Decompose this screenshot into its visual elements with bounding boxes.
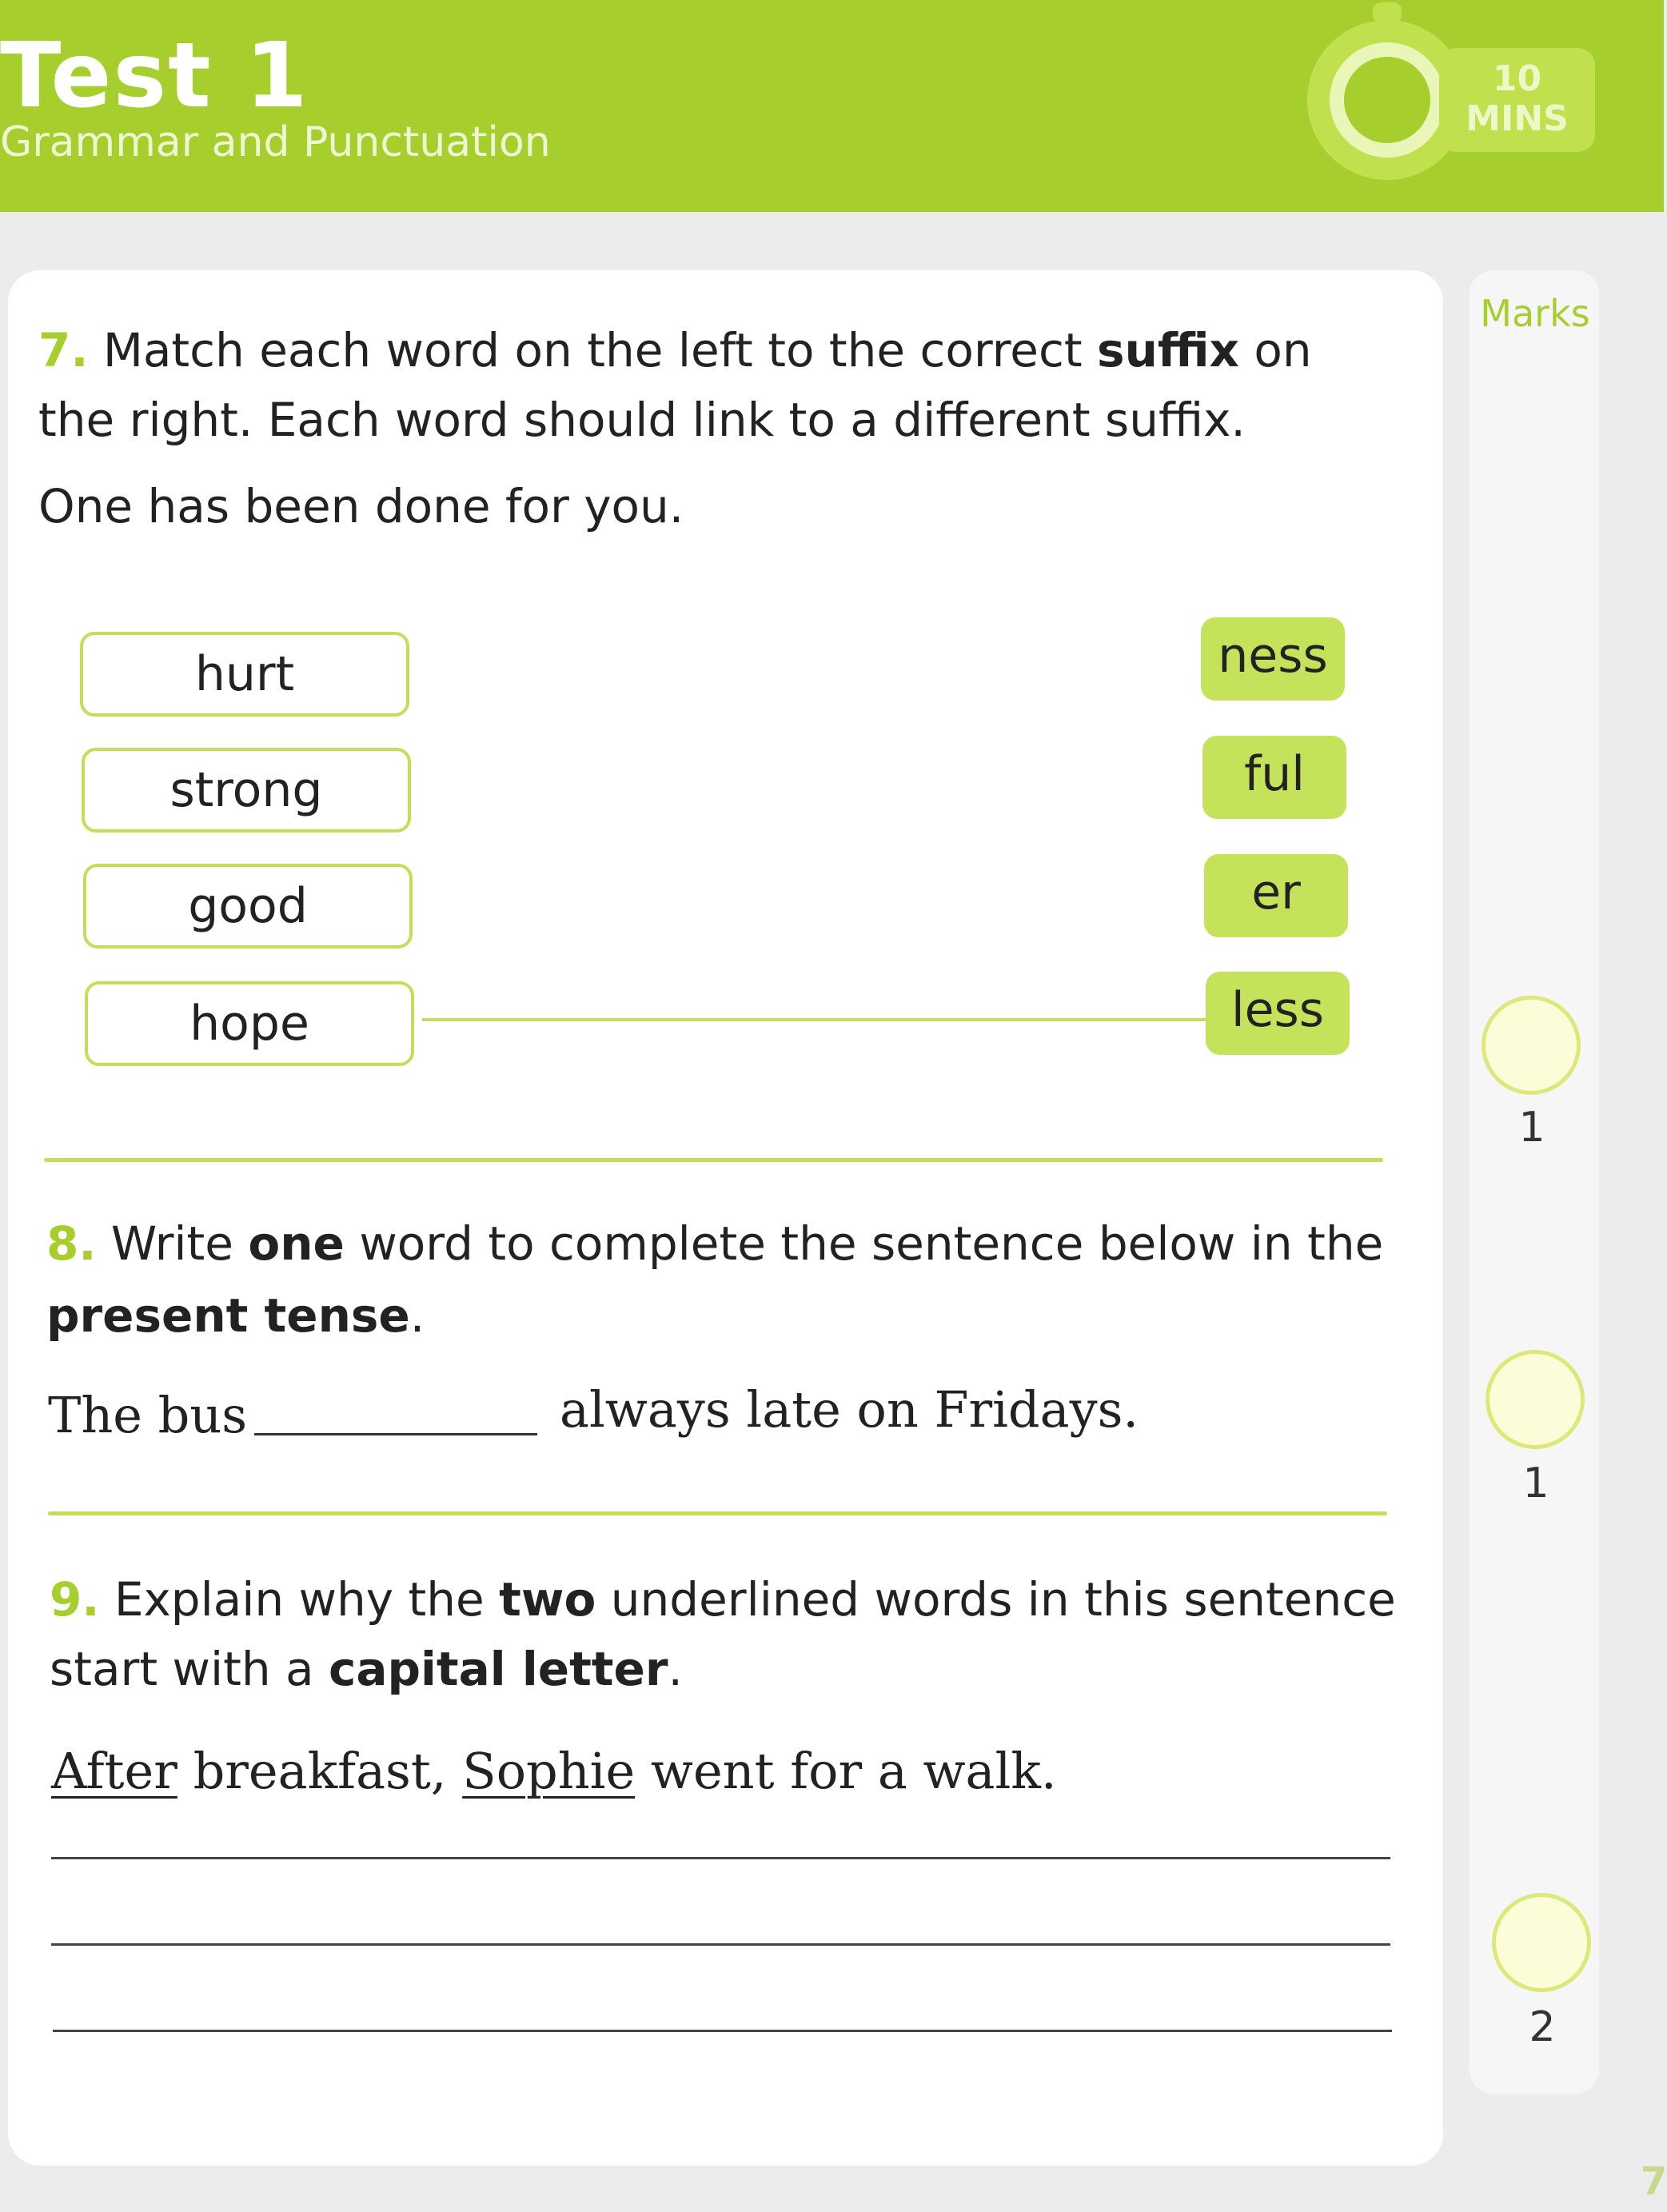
q9-instruction-line2 <box>50 1633 683 1705</box>
suffix-box-er[interactable]: er <box>1204 854 1348 937</box>
q7-bold-suffix: suffix <box>1097 323 1239 377</box>
mark-box-q7[interactable] <box>1482 996 1581 1095</box>
q8-answer-blank[interactable] <box>254 1433 537 1435</box>
q8-instruction-line1 <box>46 1208 1383 1280</box>
q9-number: 9. <box>50 1572 100 1627</box>
q8-sentence-start: The bus <box>48 1386 248 1444</box>
q9-underlined-after: After <box>51 1742 177 1800</box>
q9-underlined-sophie: Sophie <box>462 1742 636 1800</box>
q9-answer-line-3[interactable] <box>53 2030 1392 2032</box>
suffix-box-ful[interactable]: ful <box>1202 736 1346 819</box>
q8-text-a: Write <box>110 1216 249 1271</box>
marks-label: Marks <box>1480 292 1590 335</box>
q7-instruction-line1 <box>38 314 1312 386</box>
marks-column <box>1470 270 1599 2094</box>
stopwatch-inner <box>1330 42 1445 158</box>
q8-bold-one: one <box>248 1216 345 1271</box>
q8-sentence-end: always late on Fridays. <box>560 1380 1139 1439</box>
mark-box-q9[interactable] <box>1492 1893 1591 1992</box>
mark-box-q8[interactable] <box>1486 1350 1585 1449</box>
page-subtitle: Grammar and Punctuation <box>0 118 551 166</box>
mark-value-q9: 2 <box>1529 2003 1556 2051</box>
q7-instruction-line3: One has been done for you. <box>38 479 684 533</box>
time-unit: MINS <box>1466 98 1569 139</box>
q9-answer-line-1[interactable] <box>51 1857 1390 1859</box>
q9-text-b: underlined words in this sentence <box>596 1572 1396 1627</box>
q8-bold-present-tense: present tense <box>46 1288 410 1343</box>
q9-text-d: . <box>668 1642 683 1696</box>
mark-value-q7: 1 <box>1518 1104 1545 1152</box>
q7-text-a: Match each word on the left to the correct <box>102 323 1098 377</box>
section-divider-1 <box>44 1158 1383 1162</box>
suffix-box-ness[interactable]: ness <box>1201 617 1345 701</box>
page-number: 7 <box>1641 2159 1667 2204</box>
q9-sentence-end: went for a walk. <box>635 1742 1057 1800</box>
suffix-box-less[interactable]: less <box>1206 972 1350 1055</box>
word-box-hurt[interactable]: hurt <box>80 632 409 717</box>
q7-text-b: on <box>1238 323 1312 377</box>
q9-bold-two: two <box>499 1572 596 1627</box>
word-box-hope[interactable]: hope <box>85 981 414 1066</box>
q9-sentence-mid: breakfast, <box>177 1742 463 1800</box>
q8-text-b: word to complete the sentence below in the <box>344 1216 1384 1271</box>
q7-number: 7. <box>38 323 89 377</box>
q9-text-c: start with a <box>50 1642 329 1696</box>
time-badge <box>1439 48 1595 152</box>
q9-instruction-line1 <box>50 1563 1396 1635</box>
header-band <box>0 0 1664 212</box>
section-divider-2 <box>48 1511 1387 1515</box>
mark-value-q8: 1 <box>1522 1459 1549 1507</box>
example-match-line <box>422 1018 1207 1021</box>
q8-number: 8. <box>46 1216 97 1271</box>
q8-instruction-line2 <box>46 1280 425 1352</box>
q9-text-a: Explain why the <box>114 1572 500 1627</box>
q9-answer-line-2[interactable] <box>51 1943 1390 1946</box>
q7-instruction-line2: the right. Each word should link to a different suffix. <box>38 393 1246 447</box>
word-box-strong[interactable]: strong <box>82 748 411 832</box>
time-minutes: 10 <box>1492 58 1542 99</box>
q9-example-sentence <box>51 1735 1057 1807</box>
page-title: Test 1 <box>0 24 309 128</box>
word-box-good[interactable]: good <box>83 864 413 948</box>
q9-bold-capital-letter: capital letter <box>329 1642 668 1696</box>
q8-text-c: . <box>409 1288 425 1343</box>
